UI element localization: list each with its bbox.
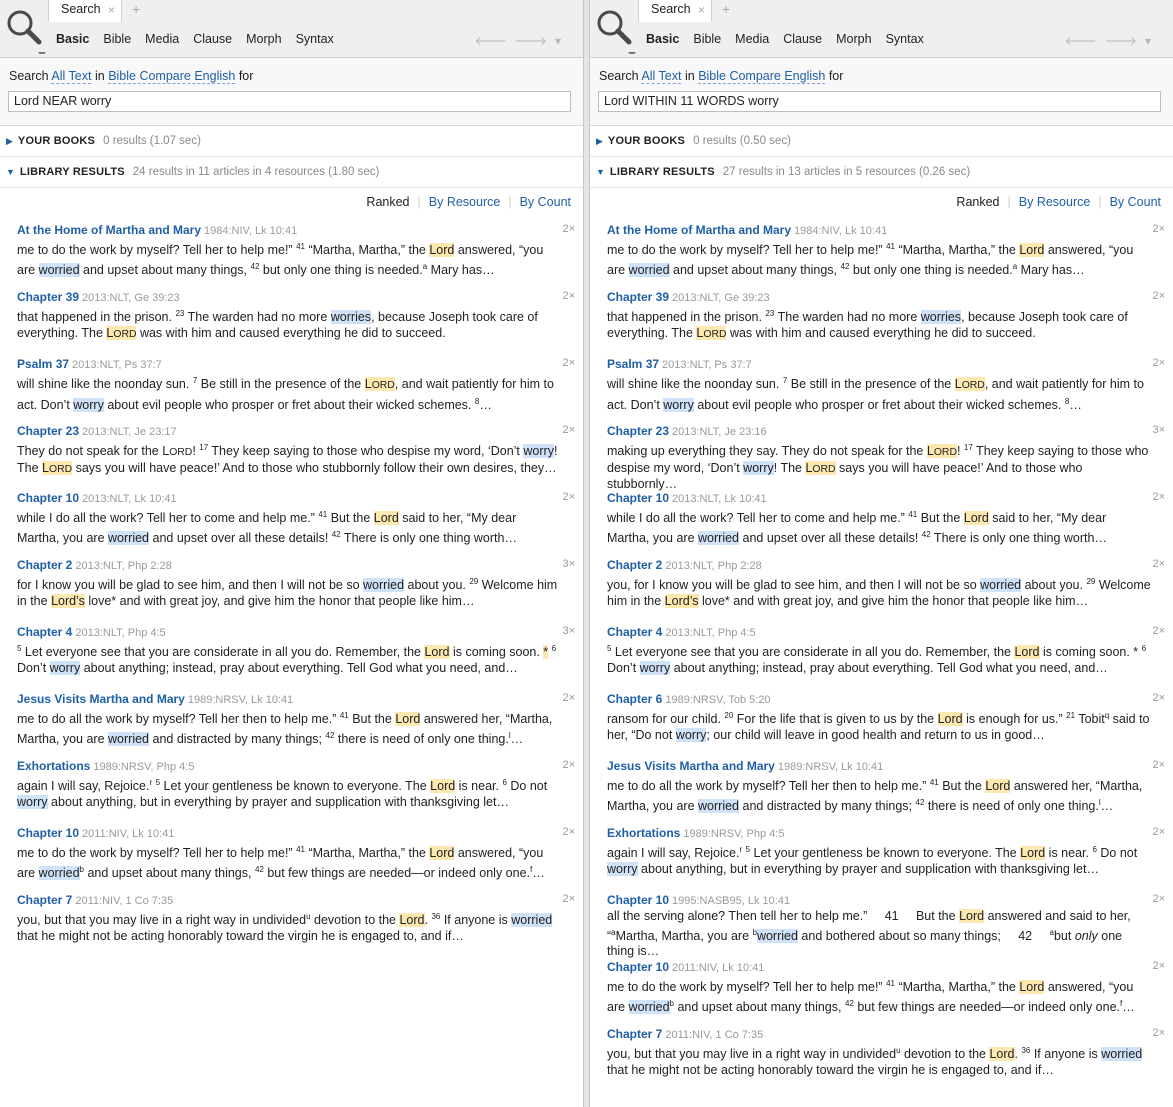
hit-count-badge: 2× — [1152, 692, 1165, 704]
hit-count-badge: 2× — [1152, 960, 1165, 972]
result-heading — [607, 557, 1165, 574]
history-navigation — [1065, 33, 1159, 48]
result-source[interactable]: 2013:NLT, Je 23:16 — [672, 426, 767, 438]
result-heading — [17, 222, 575, 239]
result-item[interactable] — [607, 423, 1165, 490]
result-snippet: that happened in the prison. $^{23}$ The warden had no more worries, because Joseph took care of everything. The LORD was with him and caused everything he did to succeed. — [17, 309, 538, 340]
mode-tab-clause[interactable]: Clause — [783, 32, 823, 46]
result-item[interactable] — [607, 356, 1165, 423]
result-snippet: me to do the work by myself? Tell her to help me!” $^{41}$ “Martha, Martha,” the Lord answered, “you are worried$^b$ and upset about many things, $^{42}$ but few things are needed—or indeed only one.$^f$… — [17, 845, 545, 880]
query-panel — [590, 58, 1173, 126]
hit-count-badge: 2× — [562, 826, 575, 838]
result-heading — [17, 624, 575, 641]
result-snippet: will shine like the noonday sun. $^7$ Be still in the presence of the LORD, and wait patiently for him to act. Don’t worry about evil people who prosper or fret about their wicked schemes. $^8$… — [17, 376, 554, 412]
result-source[interactable]: 2013:NLT, Ps 37:7 — [72, 359, 162, 371]
result-snippet: me to do all the work by myself? Tell her then to help me.” $^{41}$ But the Lord answered her, “Martha, Martha, you are worried and distracted by many things; $^{42}$ there is need of only one thing.$^l$… — [17, 711, 553, 746]
hit-count-badge: 2× — [562, 491, 575, 503]
result-heading — [17, 691, 575, 708]
result-source[interactable]: 2011:NIV, Lk 10:41 — [82, 828, 175, 840]
hit-count-badge: 3× — [1152, 424, 1165, 436]
mode-tab-syntax[interactable]: Syntax — [295, 32, 334, 46]
result-title-link[interactable]: Chapter 2 — [17, 558, 73, 572]
result-title-link[interactable]: At the Home of Martha and Mary — [607, 223, 792, 237]
sort-by-resource[interactable]: By Resource — [428, 195, 501, 209]
forward-arrow-icon[interactable]: 🡒 — [1104, 34, 1145, 48]
your-books-title: YOUR BOOKS — [17, 135, 96, 147]
result-title-link[interactable]: Chapter 2 — [607, 558, 663, 572]
result-title-link[interactable]: Psalm 37 — [607, 357, 660, 371]
hit-count-badge: 2× — [1152, 625, 1165, 637]
result-item[interactable] — [607, 959, 1165, 1026]
sort-separator: | — [1098, 195, 1102, 209]
search-mode-tabs — [646, 32, 938, 46]
sort-ranked[interactable]: Ranked — [956, 195, 1000, 209]
result-heading — [607, 624, 1165, 641]
search-pane-right — [590, 0, 1173, 1107]
result-item[interactable] — [607, 624, 1165, 691]
result-heading — [17, 356, 575, 373]
results-list — [607, 222, 1165, 1093]
result-title-link[interactable]: Jesus Visits Martha and Mary — [607, 759, 775, 773]
result-snippet: $^5$ Let everyone see that you are considerate in all you do. Remember, the Lord is coming soon. * $^6$ Don’t worry about anything; instead, pray about everything. Tell God what you need, and… — [17, 644, 557, 675]
mode-tab-basic[interactable]: Basic — [646, 32, 680, 46]
tab-search[interactable] — [638, 0, 712, 22]
result-source[interactable]: 2011:NIV, 1 Co 7:35 — [665, 1029, 764, 1041]
result-title-link[interactable]: Jesus Visits Martha and Mary — [17, 692, 185, 706]
sort-options — [948, 195, 1161, 209]
library-results-meta: 27 results in 13 articles in 5 resources (0.26 sec) — [722, 166, 971, 178]
result-item[interactable] — [607, 1026, 1165, 1093]
result-heading — [607, 758, 1165, 775]
result-heading — [17, 557, 575, 574]
result-title-link[interactable]: Chapter 39 — [607, 290, 670, 304]
query-prefix: Search — [9, 69, 49, 83]
collapse-triangle-icon: ▼ — [596, 167, 605, 177]
result-heading — [17, 758, 575, 775]
tab-search-label: Search — [61, 2, 101, 16]
result-snippet: for I know you will be glad to see him, and then I will not be so worried about you. $^{29}$ Welcome him in the Lord’s love* and with great joy, and give him the honor that people like him… — [17, 577, 558, 608]
result-item[interactable] — [17, 356, 575, 423]
new-tab-icon[interactable]: + — [722, 1, 731, 17]
result-snippet: again I will say, Rejoice.$^r$ $^5$ Let your gentleness be known to everyone. The Lord is near. $^6$ Do not worry about anything, but in everything by prayer and supplication with thanksgiving let… — [607, 845, 1138, 876]
result-title-link[interactable]: Chapter 10 — [17, 491, 80, 505]
result-title-link[interactable]: Chapter 10 — [607, 893, 670, 907]
result-snippet: you, but that you may live in a right way in undivided$^u$ devotion to the Lord. $^{36}$ If anyone is worried that he might not be acting honorably toward the virgin he is engaged to, and if… — [17, 912, 553, 943]
mode-tab-bible[interactable]: Bible — [693, 32, 722, 46]
expand-triangle-icon: ▶ — [596, 136, 603, 146]
hit-count-badge: 2× — [562, 692, 575, 704]
hit-count-badge: 2× — [562, 357, 575, 369]
result-snippet: me to do the work by myself? Tell her to help me!” $^{41}$ “Martha, Martha,” the Lord answered, “you are worried and upset about many things, $^{42}$ but only one thing is needed.$^a$ Mary has… — [17, 242, 544, 277]
result-source[interactable]: 2013:NLT, Ps 37:7 — [662, 359, 752, 371]
result-snippet: while I do all the work? Tell her to come and help me.” $^{41}$ But the Lord said to her, “My dear Martha, you are worried and upset over all these details! $^{42}$ There is only one thing worth… — [607, 510, 1107, 545]
result-title-link[interactable]: Psalm 37 — [17, 357, 70, 371]
search-toolbar — [590, 0, 1173, 58]
result-item[interactable] — [17, 490, 575, 557]
result-title-link[interactable]: Chapter 39 — [17, 290, 80, 304]
hit-count-badge: 2× — [562, 424, 575, 436]
sort-by-count[interactable]: By Count — [1109, 195, 1161, 209]
hit-count-badge: 2× — [562, 223, 575, 235]
hit-count-badge: 3× — [562, 625, 575, 637]
result-item[interactable] — [17, 825, 575, 892]
query-for: for — [238, 69, 254, 83]
result-heading — [17, 289, 575, 306]
your-books-title: YOUR BOOKS — [607, 135, 686, 147]
library-results-title: LIBRARY RESULTS — [19, 166, 125, 178]
search-magnifier-icon[interactable] — [594, 6, 638, 54]
back-arrow-icon[interactable]: 🡐 — [1064, 34, 1105, 48]
close-tab-icon[interactable]: × — [697, 3, 705, 17]
hit-count-badge: 3× — [562, 558, 575, 570]
history-dropdown-icon[interactable]: ▾ — [1144, 34, 1159, 48]
forward-arrow-icon[interactable]: 🡒 — [514, 34, 555, 48]
result-title-link[interactable]: Chapter 23 — [607, 424, 670, 438]
result-item[interactable] — [17, 423, 575, 490]
result-snippet: all the serving alone? Then tell her to help me.” 41 But the Lord answered and said to her, “$^a$Martha, Martha, you are $^b$worried and bothered about so many things; 42 $^a$but only one thing is… — [607, 909, 1131, 959]
result-item[interactable] — [607, 222, 1165, 289]
query-panel — [0, 58, 583, 126]
new-tab-icon[interactable]: + — [132, 1, 141, 17]
hit-count-badge: 2× — [1152, 558, 1165, 570]
result-heading — [607, 356, 1165, 373]
result-source[interactable]: 2013:NLT, Php 2:28 — [665, 560, 762, 572]
result-source[interactable]: 2013:NLT, Php 4:5 — [75, 627, 166, 639]
result-heading — [17, 825, 575, 842]
mode-tab-morph[interactable]: Morph — [836, 32, 872, 46]
result-source[interactable]: 2013:NLT, Je 23:17 — [82, 426, 177, 438]
result-item[interactable] — [607, 691, 1165, 758]
mode-tab-clause[interactable]: Clause — [193, 32, 233, 46]
mode-tab-media[interactable]: Media — [735, 32, 770, 46]
result-source[interactable]: 1989:NRSV, Tob 5:20 — [665, 694, 771, 706]
collection-selector[interactable]: Bible Compare English — [108, 69, 236, 83]
result-title-link[interactable]: Chapter 4 — [17, 625, 73, 639]
result-item[interactable] — [607, 557, 1165, 624]
result-snippet: me to do all the work by myself? Tell her then to help me.” $^{41}$ But the Lord answered her, “Martha, Martha, you are worried and distracted by many things; $^{42}$ there is need of only one thing.$^l$… — [607, 778, 1143, 813]
result-title-link[interactable]: Chapter 7 — [607, 1027, 663, 1041]
scope-selector[interactable]: All Text — [51, 69, 92, 83]
sort-by-resource[interactable]: By Resource — [1018, 195, 1091, 209]
result-snippet: you, but that you may live in a right way in undivided$^u$ devotion to the Lord. $^{36}$ If anyone is worried that he might not be acting honorably toward the virgin he is engaged to, and if… — [607, 1046, 1143, 1077]
tab-search[interactable] — [48, 0, 122, 22]
hit-count-badge: 2× — [1152, 491, 1165, 503]
result-heading — [17, 423, 575, 440]
result-title-link[interactable]: Chapter 10 — [17, 826, 80, 840]
result-heading — [607, 691, 1165, 708]
result-source[interactable]: 2013:NLT, Lk 10:41 — [672, 493, 767, 505]
result-item[interactable] — [607, 758, 1165, 825]
search-toolbar — [0, 0, 583, 58]
result-title-link[interactable]: Chapter 10 — [607, 491, 670, 505]
result-snippet: ransom for our child. $^{20}$ For the life that is given to us by the Lord is enough for us.” $^{21}$ Tobit$^q$ said to her, “Do not worry; our child will leave in good health and return to us in good… — [607, 711, 1150, 742]
sort-separator: | — [1007, 195, 1011, 209]
mode-tab-basic[interactable]: Basic — [56, 32, 90, 46]
result-heading — [607, 959, 1165, 976]
expand-triangle-icon: ▶ — [6, 136, 13, 146]
library-results-title: LIBRARY RESULTS — [609, 166, 715, 178]
result-source[interactable]: 1989:NRSV, Lk 10:41 — [187, 694, 294, 706]
result-title-link[interactable]: Chapter 4 — [607, 625, 663, 639]
scope-selector[interactable]: All Text — [641, 69, 682, 83]
result-item[interactable] — [607, 892, 1165, 959]
result-heading — [17, 490, 575, 507]
hit-count-badge: 2× — [1152, 759, 1165, 771]
result-snippet: while I do all the work? Tell her to come and help me.” $^{41}$ But the Lord said to her, “My dear Martha, you are worried and upset over all these details! $^{42}$ There is only one thing worth… — [17, 510, 517, 545]
mode-tab-morph[interactable]: Morph — [246, 32, 282, 46]
query-in: in — [94, 69, 105, 83]
search-mode-tabs — [56, 32, 348, 46]
result-item[interactable] — [607, 490, 1165, 557]
result-source[interactable]: 2013:NLT, Php 2:28 — [75, 560, 172, 572]
hit-count-badge: 2× — [1152, 223, 1165, 235]
query-prefix: Search — [599, 69, 639, 83]
hit-count-badge: 2× — [1152, 826, 1165, 838]
library-results-header[interactable] — [0, 158, 583, 188]
back-arrow-icon[interactable]: 🡐 — [474, 34, 515, 48]
result-source[interactable]: 1989:NRSV, Php 4:5 — [683, 828, 785, 840]
result-snippet: you, for I know you will be glad to see him, and then I will not be so worried about you. $^{29}$ Welcome him in the Lord’s love* and with great joy, and give him the honor that people like him… — [607, 577, 1151, 608]
sort-separator: | — [417, 195, 421, 209]
hit-count-badge: 2× — [562, 759, 575, 771]
result-source[interactable]: 1984:NIV, Lk 10:41 — [204, 225, 298, 237]
sort-separator: | — [508, 195, 512, 209]
hit-count-badge: 2× — [562, 290, 575, 302]
result-title-link[interactable]: Exhortations — [17, 759, 91, 773]
result-snippet: $^5$ Let everyone see that you are considerate in all you do. Remember, the Lord is coming soon. * $^6$ Don’t worry about anything; instead, pray about everything. Tell God what you need, and… — [607, 644, 1147, 675]
result-source[interactable]: 2013:NLT, Lk 10:41 — [82, 493, 177, 505]
result-snippet: again I will say, Rejoice.$^r$ $^5$ Let your gentleness be known to everyone. The Lord is near. $^6$ Do not worry about anything, but in everything by prayer and supplication with thanksgiving let… — [17, 778, 548, 809]
result-snippet: will shine like the noonday sun. $^7$ Be still in the presence of the LORD, and wait patiently for him to act. Don’t worry about evil people who prosper or fret about their wicked schemes. $^8$… — [607, 376, 1144, 412]
sort-ranked[interactable]: Ranked — [366, 195, 410, 209]
mode-tab-syntax[interactable]: Syntax — [885, 32, 924, 46]
your-books-meta: 0 results (1.07 sec) — [103, 135, 201, 147]
result-item[interactable] — [607, 825, 1165, 892]
result-snippet: They do not speak for the LORD! $^{17}$ They keep saying to those who despise my word, ‘Don’t worry! The LORD says you will have peace!’ And to those who stubbornly follow their own desires, they… — [17, 443, 558, 475]
result-title-link[interactable]: Chapter 23 — [17, 424, 80, 438]
mode-tab-media[interactable]: Media — [145, 32, 180, 46]
query-for: for — [828, 69, 844, 83]
hit-count-badge: 2× — [1152, 357, 1165, 369]
search-input[interactable]: Lord NEAR worry — [8, 91, 571, 112]
library-results-meta: 24 results in 11 articles in 4 resources (1.80 sec) — [132, 166, 380, 178]
result-snippet: me to do the work by myself? Tell her to help me!” $^{41}$ “Martha, Martha,” the Lord answered, “you are worried$^b$ and upset about many things, $^{42}$ but few things are needed—or indeed only one.$^f$… — [607, 979, 1135, 1014]
result-heading — [607, 289, 1165, 306]
result-source[interactable]: 2013:NLT, Php 4:5 — [665, 627, 756, 639]
result-item[interactable] — [17, 892, 575, 959]
result-heading — [607, 892, 1165, 909]
history-dropdown-icon[interactable]: ▾ — [554, 34, 569, 48]
hit-count-badge: 2× — [1152, 1027, 1165, 1039]
your-books-meta: 0 results (0.50 sec) — [693, 135, 791, 147]
your-books-header[interactable] — [590, 127, 1173, 157]
pane-splitter[interactable] — [583, 0, 590, 1107]
result-snippet: making up everything they say. They do not speak for the LORD! $^{17}$ They keep saying to those who despise my word, ‘Don’t worry! The LORD says you will have peace!’ And to those who stubbornly… — [607, 443, 1149, 492]
result-snippet: me to do the work by myself? Tell her to help me!” $^{41}$ “Martha, Martha,” the Lord answered, “you are worried and upset about many things, $^{42}$ but only one thing is needed.$^a$ Mary has… — [607, 242, 1134, 277]
hit-count-badge: 2× — [1152, 893, 1165, 905]
result-item[interactable] — [17, 624, 575, 691]
search-magnifier-icon[interactable] — [4, 6, 48, 54]
tab-search-label: Search — [651, 2, 691, 16]
sort-by-count[interactable]: By Count — [519, 195, 571, 209]
query-description — [599, 69, 843, 83]
history-navigation — [475, 33, 569, 48]
result-item[interactable] — [17, 557, 575, 624]
query-in: in — [684, 69, 695, 83]
your-books-header[interactable] — [0, 127, 583, 157]
result-title-link[interactable]: Chapter 7 — [17, 893, 73, 907]
result-item[interactable] — [17, 289, 575, 356]
result-source[interactable]: 2011:NIV, Lk 10:41 — [672, 962, 765, 974]
mode-tab-bible[interactable]: Bible — [103, 32, 132, 46]
hit-count-badge: 2× — [562, 893, 575, 905]
result-heading — [607, 1026, 1165, 1043]
result-heading — [607, 222, 1165, 239]
result-heading — [607, 423, 1165, 440]
result-title-link[interactable]: At the Home of Martha and Mary — [17, 223, 202, 237]
result-item[interactable] — [17, 758, 575, 825]
result-title-link[interactable]: Exhortations — [607, 826, 681, 840]
result-source[interactable]: 1984:NIV, Lk 10:41 — [794, 225, 888, 237]
result-source[interactable]: 1989:NRSV, Php 4:5 — [93, 761, 195, 773]
collection-selector[interactable]: Bible Compare English — [698, 69, 826, 83]
result-source[interactable]: 1989:NRSV, Lk 10:41 — [777, 761, 884, 773]
result-item[interactable] — [17, 691, 575, 758]
result-heading — [607, 825, 1165, 842]
result-title-link[interactable]: Chapter 10 — [607, 960, 670, 974]
result-heading — [17, 892, 575, 909]
query-description — [9, 69, 253, 83]
collapse-triangle-icon: ▼ — [6, 167, 15, 177]
search-pane-left — [0, 0, 583, 1107]
result-title-link[interactable]: Chapter 6 — [607, 692, 663, 706]
result-source[interactable]: 1995:NASB95, Lk 10:41 — [672, 895, 791, 907]
result-source[interactable]: 2013:NLT, Ge 39:23 — [82, 292, 180, 304]
result-source[interactable]: 2011:NIV, 1 Co 7:35 — [75, 895, 174, 907]
result-heading — [607, 490, 1165, 507]
result-snippet: that happened in the prison. $^{23}$ The warden had no more worries, because Joseph took care of everything. The LORD was with him and caused everything he did to succeed. — [607, 309, 1128, 340]
close-tab-icon[interactable]: × — [107, 3, 115, 17]
search-input[interactable]: Lord WITHIN 11 WORDS worry — [598, 91, 1161, 112]
result-item[interactable] — [17, 222, 575, 289]
hit-count-badge: 2× — [1152, 290, 1165, 302]
results-list — [17, 222, 575, 959]
result-source[interactable]: 2013:NLT, Ge 39:23 — [672, 292, 770, 304]
sort-options — [358, 195, 571, 209]
library-results-header[interactable] — [590, 158, 1173, 188]
result-item[interactable] — [607, 289, 1165, 356]
